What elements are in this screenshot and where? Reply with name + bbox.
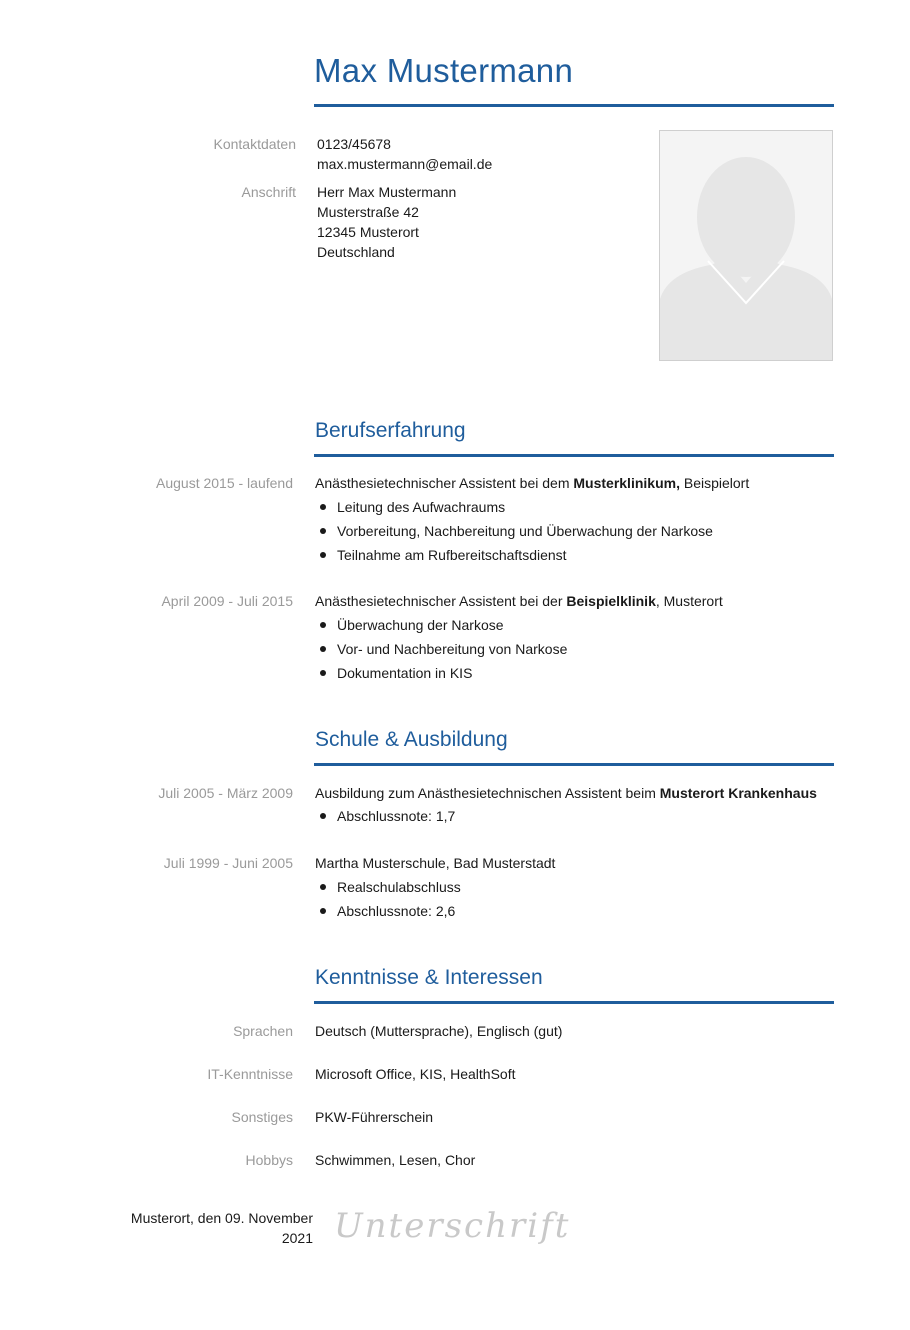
list-item: Abschlussnote: 1,7: [315, 804, 455, 828]
education-bullets-1: [315, 804, 455, 828]
section-title-experience: Berufserfahrung: [315, 419, 466, 442]
experience-location-2: , Musterort: [655, 593, 723, 609]
skills-value-other: PKW-Führerschein: [315, 1109, 434, 1125]
education-bullets-2: [315, 875, 461, 923]
list-item: Abschlussnote: 2,6: [315, 899, 461, 923]
education-institution-1: Musterort Krankenhaus: [659, 785, 817, 801]
skills-value-languages: Deutsch (Muttersprache), Englisch (gut): [315, 1023, 563, 1039]
address-line-2: Musterstraße 42: [317, 204, 419, 220]
education-title-1: [315, 785, 817, 801]
list-item: Teilnahme am Rufbereitschaftsdienst: [315, 543, 713, 567]
education-date-1: Juli 2005 - März 2009: [158, 785, 293, 801]
list-item: Vor- und Nachbereitung von Narkose: [315, 637, 567, 661]
place-date: [110, 1208, 313, 1248]
experience-employer-1: Musterklinikum,: [573, 475, 680, 491]
skills-label-languages: Sprachen: [233, 1023, 293, 1039]
experience-title-1: [315, 475, 749, 491]
address-line-1: Herr Max Mustermann: [317, 184, 457, 200]
list-item: Realschulabschluss: [315, 875, 461, 899]
education-date-2: Juli 1999 - Juni 2005: [163, 855, 293, 871]
signature-placeholder: Unterschrift: [334, 1206, 571, 1246]
address-label: Anschrift: [241, 184, 296, 200]
header-rule: [314, 104, 834, 107]
experience-date-1: August 2015 - laufend: [156, 475, 293, 491]
list-item: Leitung des Aufwachraums: [315, 495, 713, 519]
experience-bullets-1: [315, 495, 713, 567]
address-line-4: Deutschland: [317, 244, 395, 260]
person-silhouette-icon: [660, 131, 832, 360]
section-title-education: Schule & Ausbildung: [315, 728, 508, 751]
section-rule-experience: [314, 454, 834, 457]
experience-role-2: Anästhesietechnischer Assistent bei der: [315, 593, 567, 609]
experience-title-2: [315, 593, 723, 609]
education-title-2: Martha Musterschule, Bad Musterstadt: [315, 855, 556, 871]
experience-employer-2: Beispielklinik: [566, 593, 656, 609]
experience-date-2: April 2009 - Juli 2015: [161, 593, 293, 609]
list-item: Überwachung der Narkose: [315, 613, 567, 637]
resume-name: Max Mustermann: [314, 52, 574, 89]
skills-value-hobbies: Schwimmen, Lesen, Chor: [315, 1152, 476, 1168]
section-title-skills: Kenntnisse & Interessen: [315, 966, 543, 989]
experience-location-1: Beispielort: [679, 475, 750, 491]
list-item: Dokumentation in KIS: [315, 661, 567, 685]
contact-label: Kontaktdaten: [213, 136, 296, 152]
skills-label-it: IT-Kenntnisse: [207, 1066, 293, 1082]
section-rule-skills: [314, 1001, 834, 1004]
place-date-line-2: 2021: [281, 1230, 313, 1246]
skills-value-it: Microsoft Office, KIS, HealthSoft: [315, 1066, 516, 1082]
experience-role-1: Anästhesietechnischer Assistent bei dem: [315, 475, 574, 491]
skills-label-other: Sonstiges: [231, 1109, 293, 1125]
education-program-1: Ausbildung zum Anästhesietechnischen Assistent beim: [315, 785, 660, 801]
experience-bullets-2: [315, 613, 567, 685]
skills-label-hobbies: Hobbys: [245, 1152, 293, 1168]
contact-email: max.mustermann@email.de: [317, 156, 493, 172]
section-rule-education: [314, 763, 834, 766]
list-item: Vorbereitung, Nachbereitung und Überwachung der Narkose: [315, 519, 713, 543]
place-date-line-1: Musterort, den 09. November: [130, 1210, 313, 1226]
address-line-3: 12345 Musterort: [317, 224, 419, 240]
contact-phone: 0123/45678: [317, 136, 391, 152]
profile-photo-placeholder: [659, 130, 833, 361]
